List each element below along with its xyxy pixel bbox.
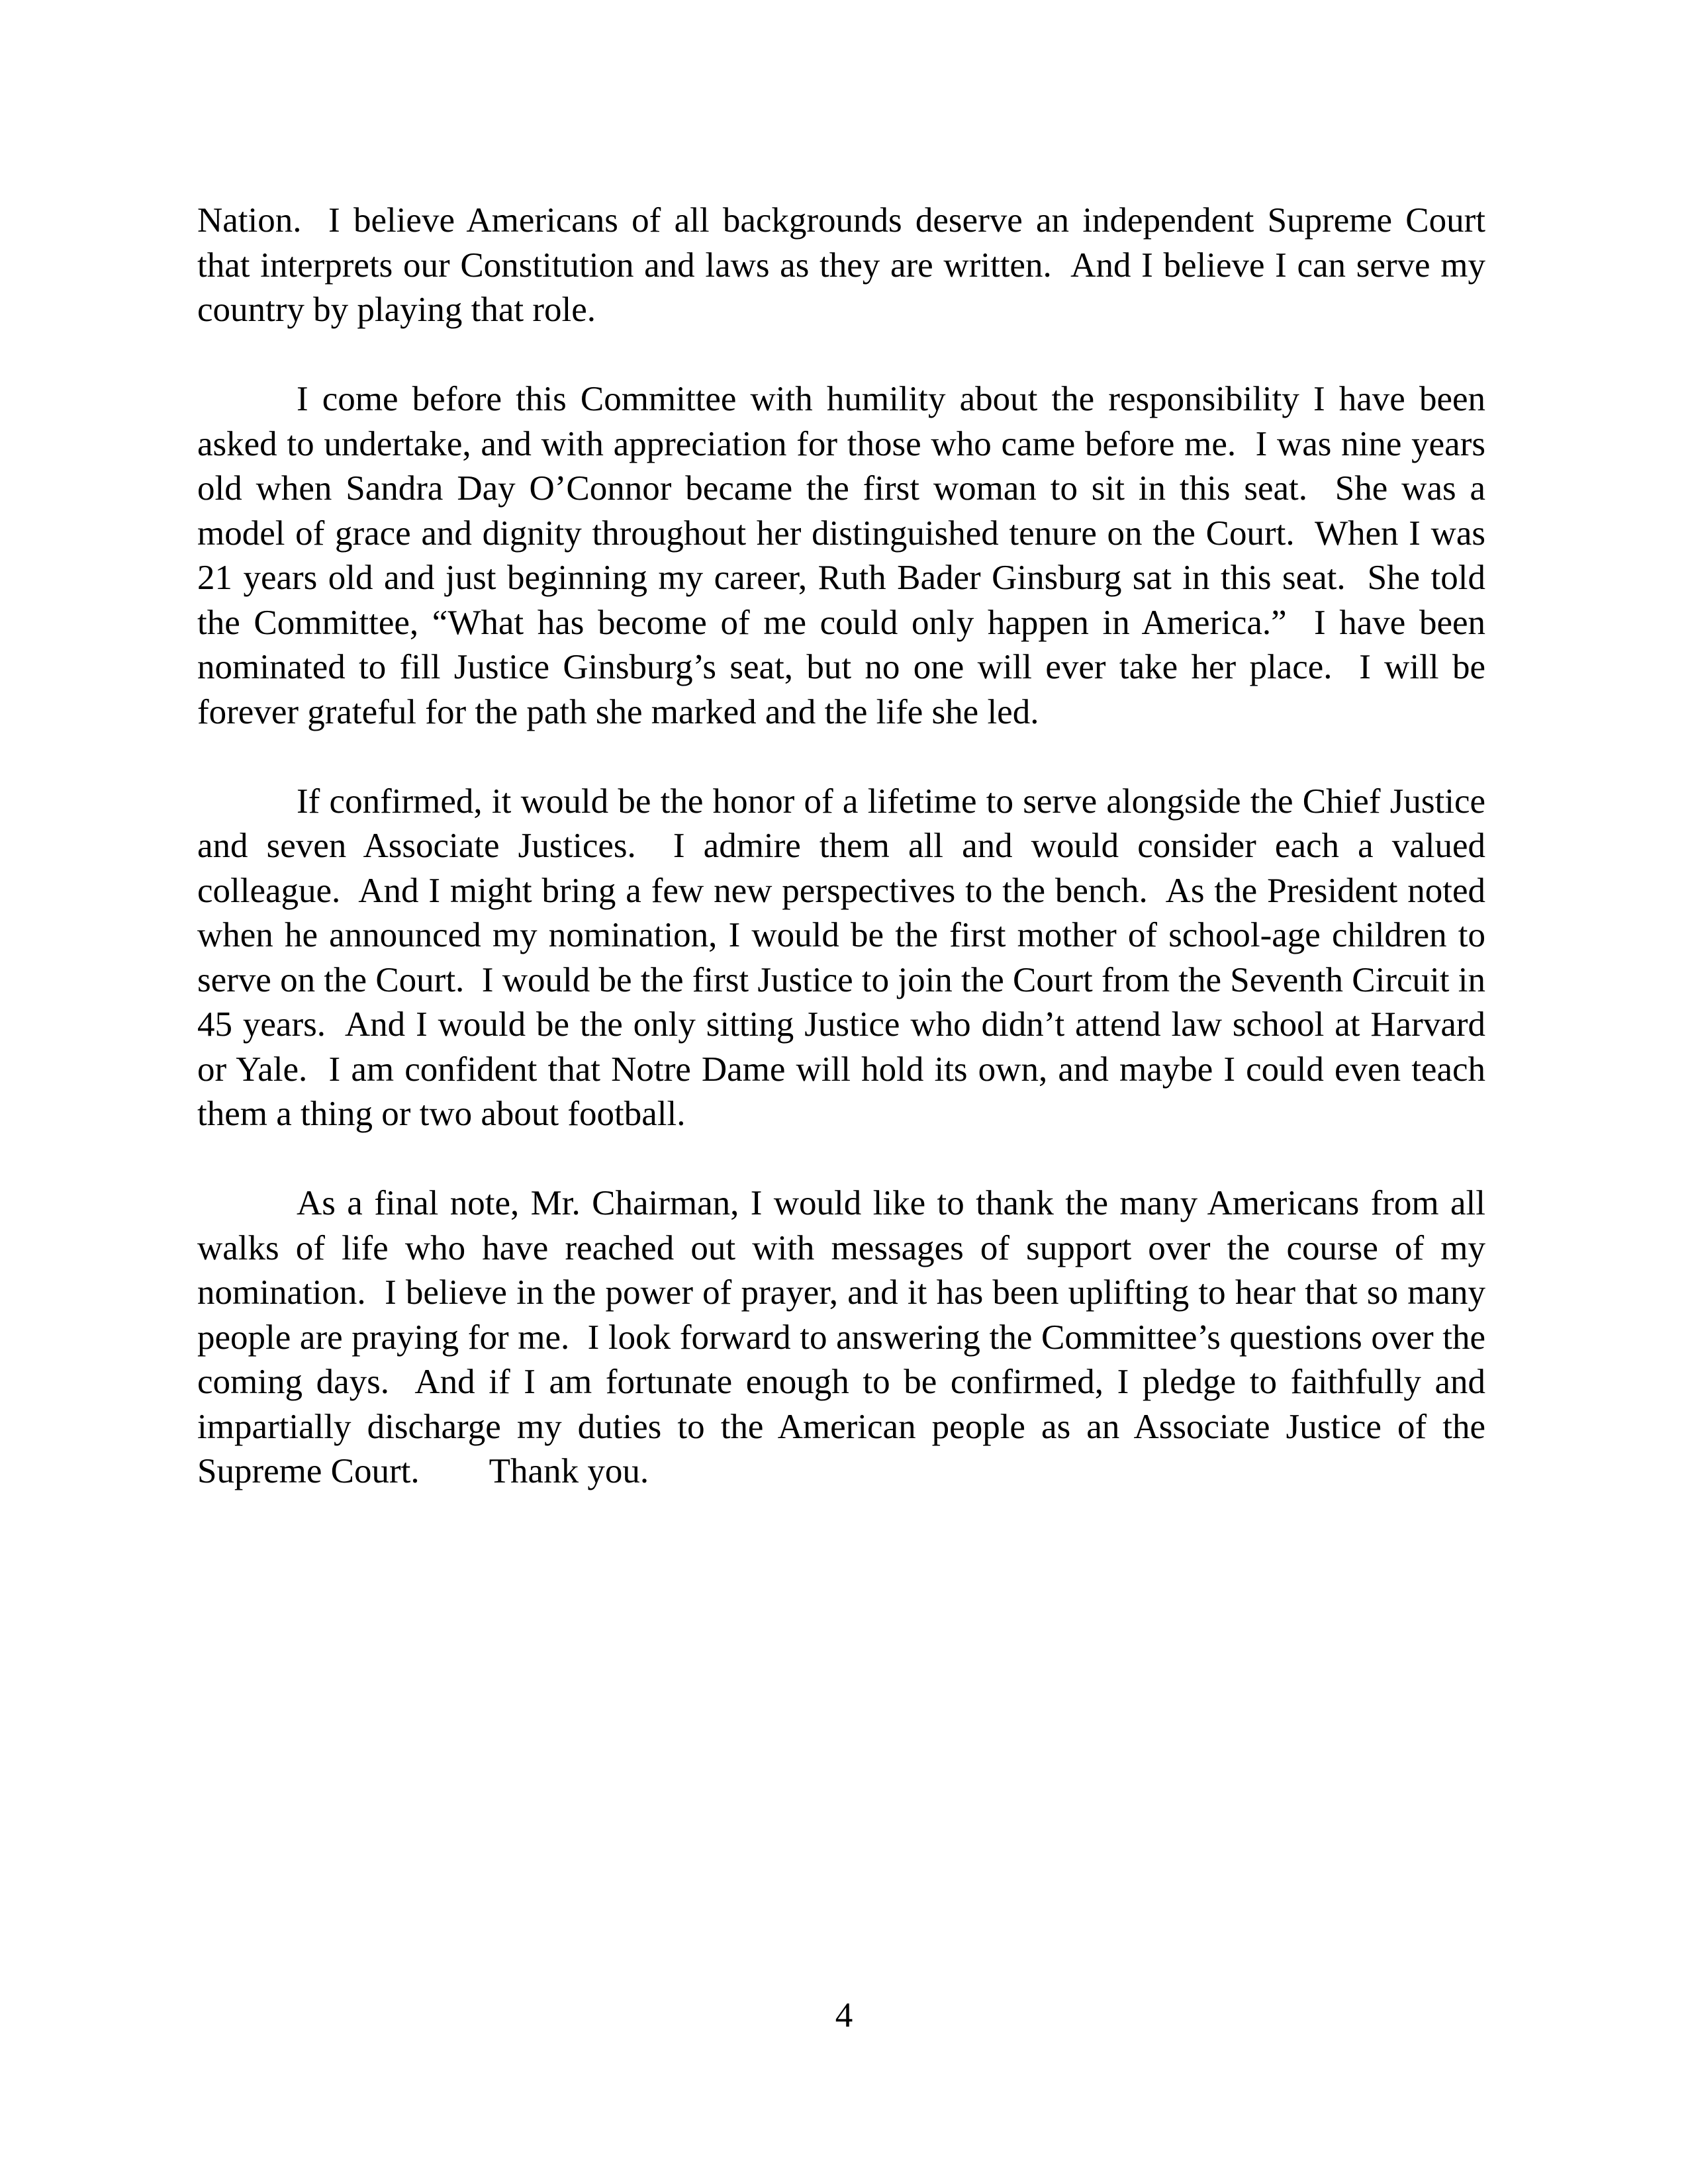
document-body	[197, 199, 1495, 1539]
page-number: 4	[835, 1996, 853, 2034]
paragraph-1: Nation. I believe Americans of all backgrounds deserve an independent Supreme Court that interprets our Constitution and laws as they are written. And I believe I can serve my country by playing that role.	[197, 201, 1495, 329]
paragraph-4: As a final note, Mr. Chairman, I would like to thank the many Americans from all walks of life who have reached out with messages of support over the course of my nomination. I believe in the power of prayer, and it has been uplifting to hear that so many people are praying for me. I look forward to answering the Committee’s questions over the coming days. And if I am fortunate enough to be confirmed, I pledge to faithfully and impartially discharge my duties to the American people as an Associate Justice of the Supreme Court. Thank you.	[197, 1184, 1495, 1490]
paragraph-2: I come before this Committee with humility about the responsibility I have been asked to undertake, and with appreciation for those who came before me. I was nine years old when Sandra Day O’Connor became the first woman to sit in this seat. She was a model of grace and dignity throughout her distinguished tenure on the Court. When I was 21 years old and just beginning my career, Ruth Bader Ginsburg sat in this seat. She told the Committee, “What has become of me could only happen in America.” I have been nominated to fill Justice Ginsburg’s seat, but no one will ever take her place. I will be forever grateful for the path she marked and the life she led.	[197, 380, 1495, 731]
paragraph-3: If confirmed, it would be the honor of a lifetime to serve alongside the Chief Justice and seven Associate Justices. I admire them all and would consider each a valued colleague. And I might bring a few new perspectives to the bench. As the President noted when he announced my nomination, I would be the first mother of school-age children to serve on the Court. I would be the first Justice to join the Court from the Seventh Circuit in 45 years. And I would be the only sitting Justice who didn’t attend law school at Harvard or Yale. I am confident that Notre Dame will hold its own, and maybe I could even teach them a thing or two about football.	[197, 782, 1495, 1133]
